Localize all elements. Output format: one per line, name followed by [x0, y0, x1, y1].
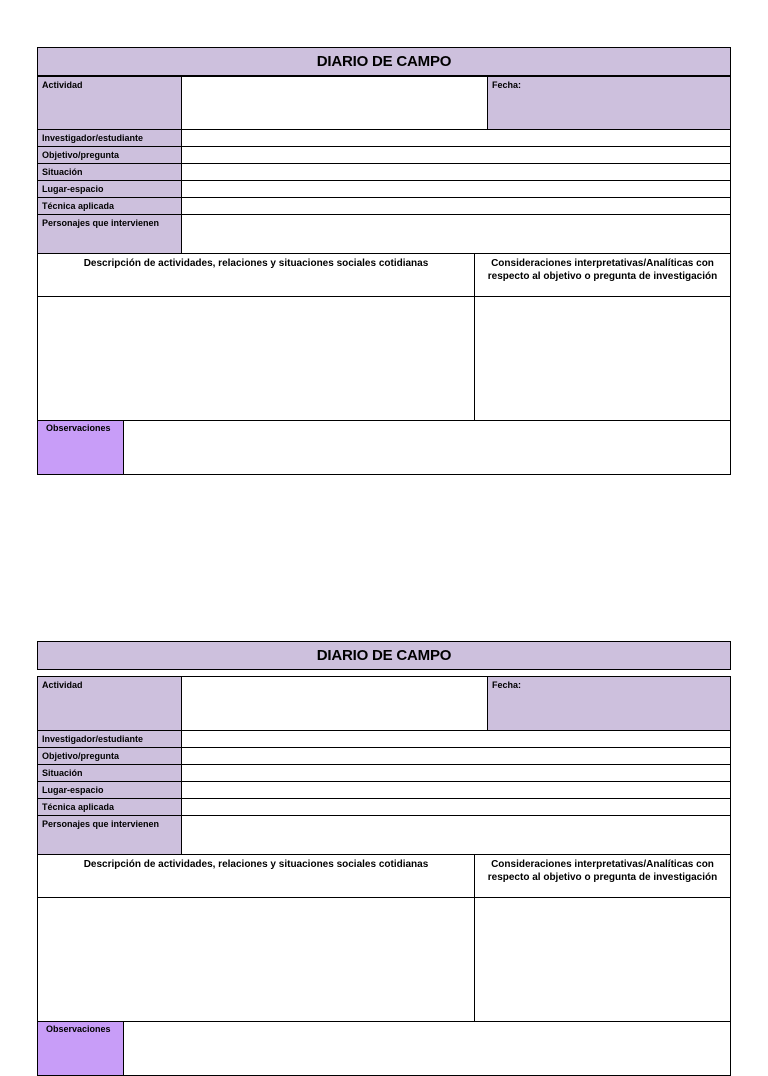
- lugar-label: Lugar-espacio: [37, 180, 182, 198]
- form-title: DIARIO DE CAMPO: [37, 47, 731, 76]
- descripcion-header: Descripción de actividades, relaciones y situaciones sociales cotidianas: [37, 253, 475, 297]
- observaciones-label: Observaciones: [37, 420, 124, 475]
- investigador-field[interactable]: [181, 730, 731, 748]
- situacion-field[interactable]: [181, 764, 731, 782]
- objetivo-field[interactable]: [181, 747, 731, 765]
- fecha-label: Fecha:: [487, 676, 731, 731]
- tecnica-label: Técnica aplicada: [37, 197, 182, 215]
- observaciones-field[interactable]: [123, 1021, 731, 1076]
- situacion-label: Situación: [37, 163, 182, 181]
- investigador-label: Investigador/estudiante: [37, 129, 182, 147]
- tecnica-label: Técnica aplicada: [37, 798, 182, 816]
- actividad-label: Actividad: [37, 76, 182, 130]
- investigador-label: Investigador/estudiante: [37, 730, 182, 748]
- personajes-label: Personajes que intervienen: [37, 815, 182, 855]
- situacion-field[interactable]: [181, 163, 731, 181]
- observaciones-label: Observaciones: [37, 1021, 124, 1076]
- consideraciones-header: Consideraciones interpretativas/Analíticas con respecto al objetivo o pregunta de investigación: [474, 854, 731, 898]
- objetivo-field[interactable]: [181, 146, 731, 164]
- lugar-field[interactable]: [181, 180, 731, 198]
- consideraciones-field[interactable]: [474, 897, 731, 1022]
- descripcion-field[interactable]: [37, 897, 475, 1022]
- tecnica-field[interactable]: [181, 798, 731, 816]
- personajes-field[interactable]: [181, 815, 731, 855]
- objetivo-label: Objetivo/pregunta: [37, 747, 182, 765]
- personajes-label: Personajes que intervienen: [37, 214, 182, 254]
- form-title: DIARIO DE CAMPO: [37, 641, 731, 670]
- fecha-label: Fecha:: [487, 76, 731, 130]
- lugar-label: Lugar-espacio: [37, 781, 182, 799]
- lugar-field[interactable]: [181, 781, 731, 799]
- actividad-field[interactable]: [181, 76, 488, 130]
- personajes-field[interactable]: [181, 214, 731, 254]
- consideraciones-field[interactable]: [474, 296, 731, 421]
- tecnica-field[interactable]: [181, 197, 731, 215]
- descripcion-field[interactable]: [37, 296, 475, 421]
- descripcion-header: Descripción de actividades, relaciones y situaciones sociales cotidianas: [37, 854, 475, 898]
- situacion-label: Situación: [37, 764, 182, 782]
- observaciones-field[interactable]: [123, 420, 731, 475]
- investigador-field[interactable]: [181, 129, 731, 147]
- consideraciones-header: Consideraciones interpretativas/Analíticas con respecto al objetivo o pregunta de investigación: [474, 253, 731, 297]
- objetivo-label: Objetivo/pregunta: [37, 146, 182, 164]
- actividad-field[interactable]: [181, 676, 488, 731]
- field-diary-form-1: [37, 47, 731, 475]
- actividad-label: Actividad: [37, 676, 182, 731]
- field-diary-form-2: [37, 641, 731, 1034]
